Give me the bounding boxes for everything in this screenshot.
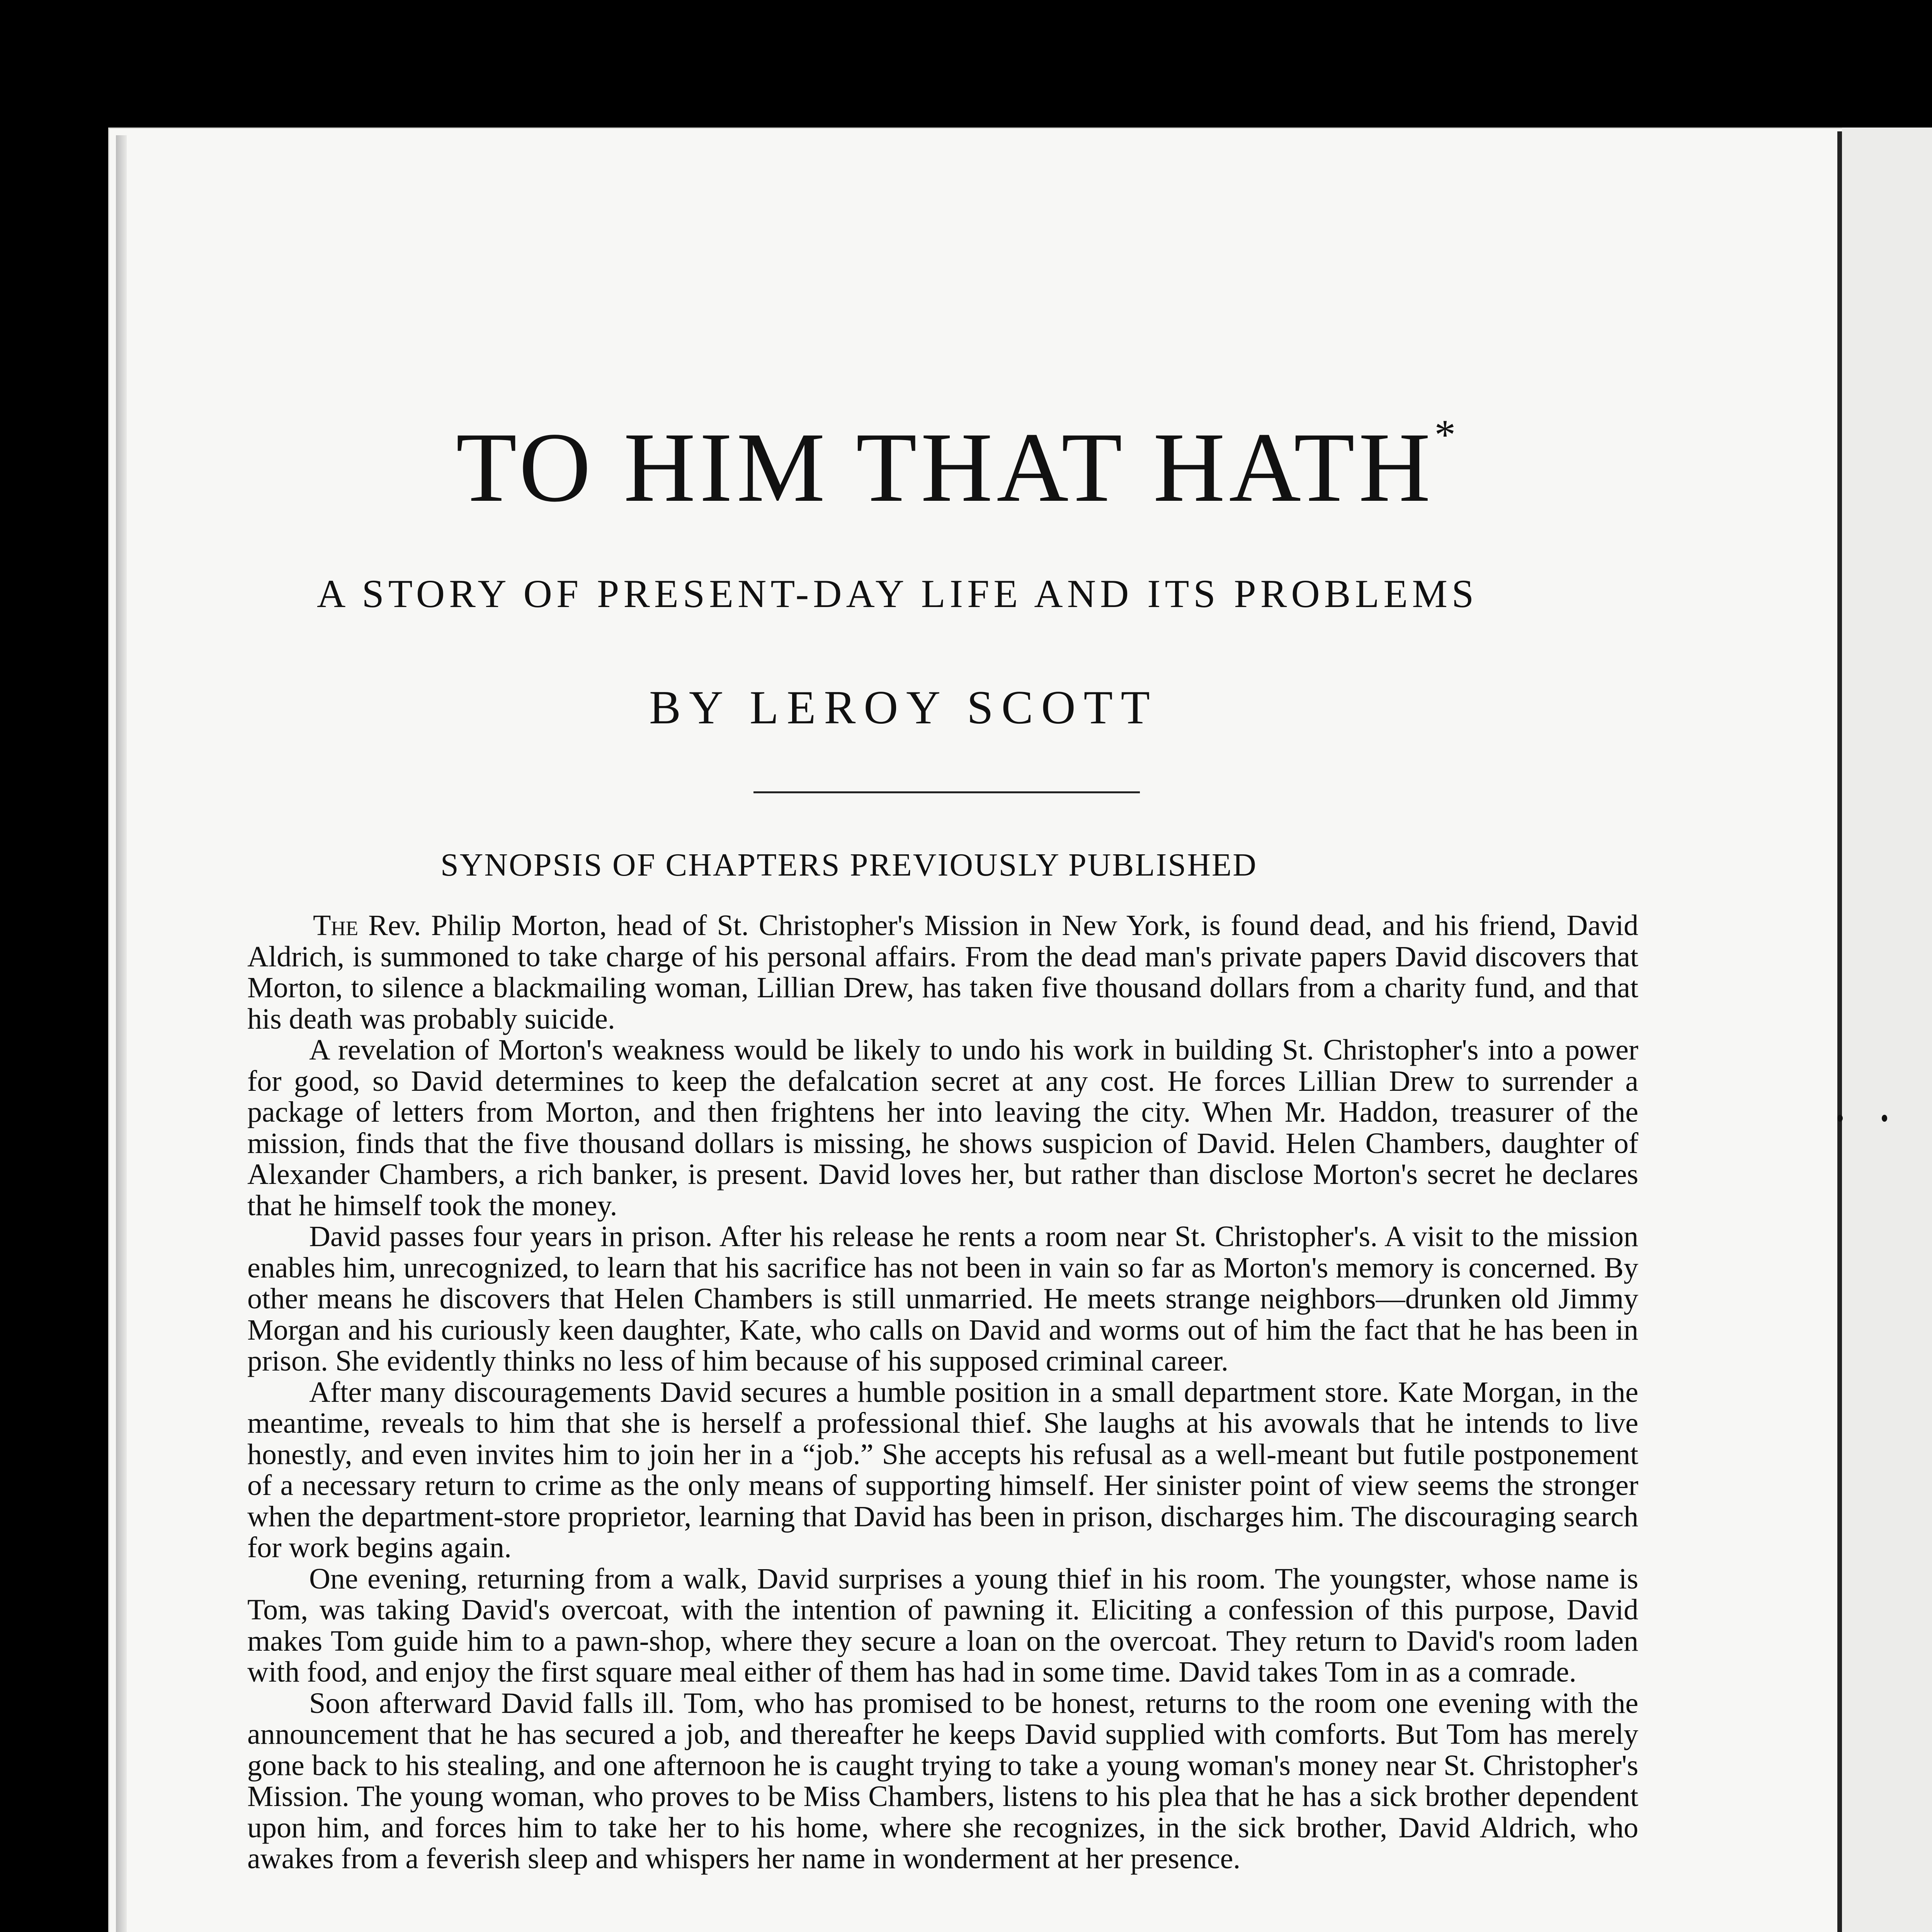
title-divider (753, 791, 1140, 793)
synopsis-paragraph: A revelation of Morton's weakness would be likely to undo his work in building St. Christopher's into a power for good, so David determines to keep the defalcation secret at any cost. He forces Lillian Drew to surrender a package of letters from Morton, and then frightens her into leaving the city. When Mr. Haddon, treasurer of the mission, finds that the five thousand dollars is missing, he shows suspicion of David. Helen Chambers, daughter of Alexander Chambers, a rich banker, is present. David loves her, but rather than disclose Morton's secret he declares that he himself took the money. (247, 1034, 1638, 1222)
article-byline: BY LEROY SCOTT (649, 681, 1158, 734)
facing-page-speck (1882, 1115, 1887, 1122)
article-subtitle: A STORY OF PRESENT-DAY LIFE AND ITS PROBLEMS (317, 572, 1478, 616)
synopsis-paragraph: Soon afterward David falls ill. Tom, who has promised to be honest, returns to the room one evening with the announcement that he has secured a job, and thereafter he keeps David supplied with comforts. But Tom has merely gone back to his stealing, and one afternoon he is caught trying to take a young woman's money near St. Christopher's Mission. The young woman, who proves to be Miss Chambers, listens to his plea that he has a sick brother dependent upon him, and forces him to take her to his home, where she recognizes, in the sick brother, David Aldrich, who awakes from a feverish sleep and whispers her name in wonderment at her presence. (247, 1687, 1638, 1875)
synopsis-heading: SYNOPSIS OF CHAPTERS PREVIOUSLY PUBLISHED (440, 847, 1257, 883)
synopsis-paragraph (247, 910, 1638, 1034)
synopsis-text (247, 910, 1638, 1874)
page-left-edge (116, 135, 127, 1932)
facing-page-speck (1837, 1115, 1843, 1122)
title-footnote-mark: * (1434, 411, 1460, 458)
synopsis-paragraph-text: Rev. Philip Morton, head of St. Christopher's Mission in New York, is found dead, and his friend, David Aldrich, is summoned to take charge of his personal affairs. From the dead man's private papers David discovers that Morton, to silence a blackmailing woman, Lillian Drew, has taken five thousand dollars from a charity fund, and that his death was probably suicide. (247, 909, 1638, 1035)
article-title-text: TO HIM THAT HATH (456, 412, 1435, 522)
article-title (456, 411, 1538, 522)
synopsis-first-word: The (313, 909, 359, 942)
synopsis-paragraph: After many discouragements David secures a humble position in a small department store. Kate Morgan, in the meantime, reveals to him that she is herself a professional thief. She laughs at his avowals that he intends to live honestly, and even invites him to join her in a “job.” She accepts his refusal as a well-meant but futile postponement of a necessary return to crime as the only means of supporting himself. Her sinister point of view seems the stronger when the department-store proprietor, learning that David has been in prison, discharges him. The discouraging search for work begins again. (247, 1376, 1638, 1564)
synopsis-paragraph: David passes four years in prison. After his release he rents a room near St. Christopher's. A visit to the mission enables him, unrecognized, to learn that his sacrifice has not been in vain so far as Morton's memory is concerned. By other means he discovers that Helen Chambers is still unmarried. He meets strange neighbors—drunken old Jimmy Morgan and his curiously keen daughter, Kate, who calls on David and worms out of him the fact that he has been in prison. She evidently thinks no less of him because of his supposed criminal career. (247, 1220, 1638, 1377)
page-gutter (1837, 131, 1842, 1932)
facing-page-edge (1842, 128, 1932, 1932)
synopsis-paragraph: One evening, returning from a walk, David surprises a young thief in his room. The youngster, whose name is Tom, was taking David's overcoat, with the intention of pawning it. Eliciting a confession of this purpose, David makes Tom guide him to a pawn-shop, where they secure a loan on the overcoat. They return to David's room laden with food, and enjoy the first square meal either of them has had in some time. David takes Tom in as a comrade. (247, 1562, 1638, 1688)
